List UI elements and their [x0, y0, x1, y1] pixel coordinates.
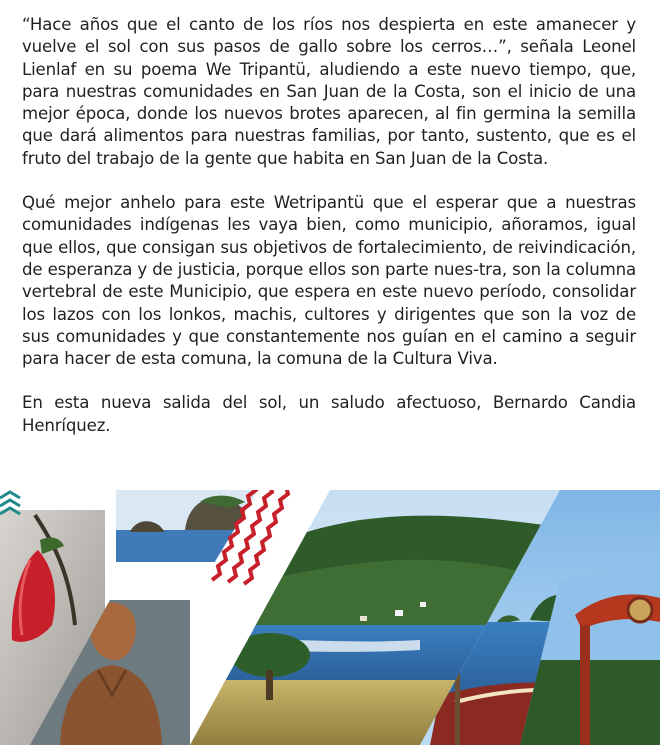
paragraph-2: Qué mejor anhelo para este Wetripantü que el esperar que a nuestras comunidades indígenas les vaya bien, como municipio, añoramos, igual que ellos, que consigan sus objetivos de fortalecimiento, de reivindicación, de esperanza y de justicia, porque ellos son parte nues-tra, son la columna vertebral de este Municipio, que espera en este nuevo período, consolidar los lazos con los lonkos, machis, cultores y dirigentes que son la voz de sus comunidades y que constantemente nos guían en el camino a seguir para hacer de esta comuna, la comuna de la Cultura Viva.: [22, 193, 636, 369]
paragraph-1: “Hace años que el canto de los ríos nos despierta en este amanecer y vuelve el sol con sus pasos de gallo sobre los cerros…”, señala Leonel Lienlaf en su poema We Tripantü, aludiendo a este nuevo tiempo, que, para nuestras comunidades en San Juan de la Costa, son el inicio de una mejor época, donde los nuevos brotes aparecen, al fin germina la semilla que dará alimentos para nuestras familias, por tanto, sustento, que es el fruto del trabajo de la gente que habita en San Juan de la Costa.: [22, 15, 636, 168]
photo-collage: [0, 490, 660, 745]
paragraph-3: En esta nueva salida del sol, un saludo afectuoso, Bernardo Candia Henríquez.: [22, 393, 636, 435]
letter-body: [22, 14, 636, 459]
